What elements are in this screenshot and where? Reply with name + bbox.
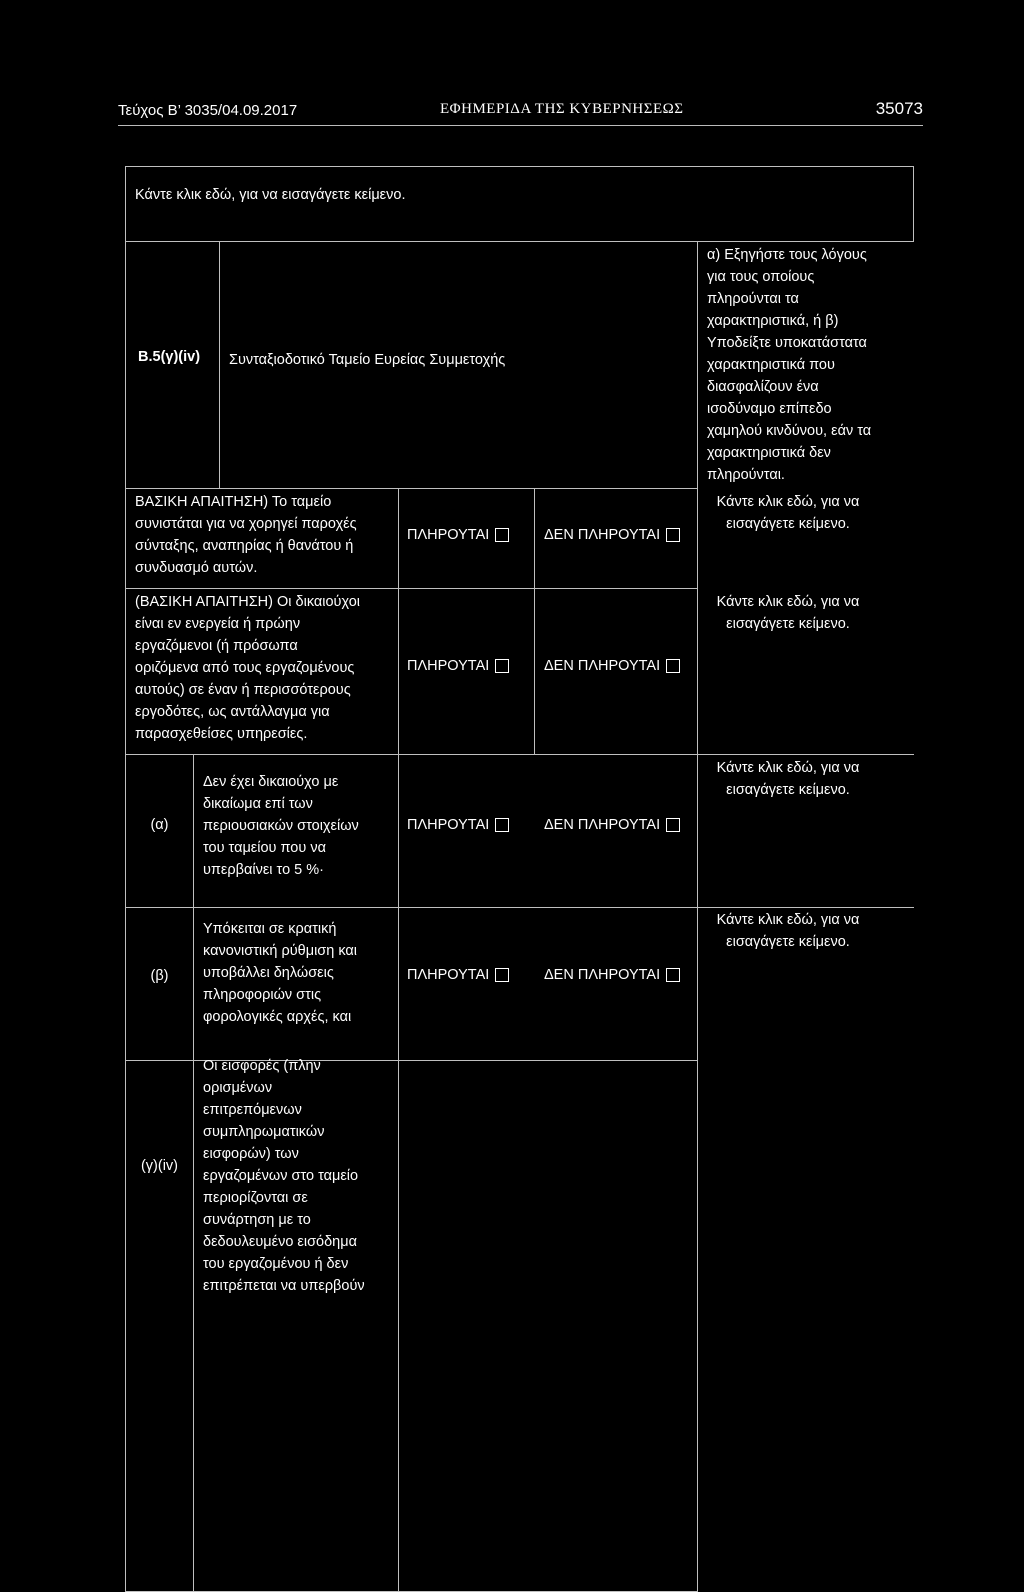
- row-separator: [125, 588, 698, 589]
- row-separator: [125, 907, 914, 908]
- table-border-right-top: [913, 166, 914, 242]
- requirement-text: (ΒΑΣΙΚΗ ΑΠΑΙΤΗΣΗ) Οι δικαιούχοι είναι εν ενεργεία ή πρώην εργαζόμενοι (ή πρόσωπα οριζόμενα από τους εργαζομένους αυτούς) σε έναν ή περισσότερους εργοδότες, ως αντάλλαγμα για παρασχεθείσες υπηρεσίες.: [135, 594, 360, 742]
- explanation-placeholder-field[interactable]: Κάντε κλικ εδώ, για να εισαγάγετε κείμενο.: [716, 594, 860, 632]
- not-met-label: ΔΕΝ ΠΛΗΡΟΥΤΑΙ: [544, 658, 661, 674]
- item-label: (β): [150, 968, 169, 984]
- section-title: Συνταξιοδοτικό Ταμείο Ευρείας Συμμετοχής: [229, 352, 506, 368]
- requirement-text: Υπόκειται σε κρατική κανονιστική ρύθμιση και υποβάλλει δηλώσεις πληροφοριών στις φορολογικές αρχές, και: [203, 921, 358, 1025]
- not-met-label: ΔΕΝ ΠΛΗΡΟΥΤΑΙ: [544, 527, 661, 543]
- header-rule: [118, 125, 923, 126]
- section-code: Β.5(γ)(iv): [138, 349, 201, 365]
- col-separator: [193, 754, 194, 1591]
- not-met-checkbox[interactable]: [666, 968, 680, 982]
- top-placeholder-field[interactable]: Κάντε κλικ εδώ, για να εισαγάγετε κείμενο.: [135, 187, 406, 203]
- item-label: (α): [150, 817, 169, 833]
- met-label: ΠΛΗΡΟΥΤΑΙ: [407, 967, 490, 983]
- col-separator: [219, 241, 220, 488]
- requirement-text: Δεν έχει δικαιούχο με δικαίωμα επί των περιουσιακών στοιχείων του ταμείου που να υπερβαίνει το 5 %·: [203, 774, 359, 878]
- not-met-label: ΔΕΝ ΠΛΗΡΟΥΤΑΙ: [544, 817, 661, 833]
- met-checkbox[interactable]: [495, 659, 509, 673]
- met-checkbox[interactable]: [495, 818, 509, 832]
- table-border-top: [125, 166, 914, 167]
- not-met-option[interactable]: [544, 967, 680, 983]
- explanation-placeholder-field[interactable]: Κάντε κλικ εδώ, για να εισαγάγετε κείμενο.: [716, 760, 860, 798]
- col-separator: [398, 488, 399, 1591]
- met-option[interactable]: [407, 527, 509, 543]
- met-checkbox[interactable]: [495, 968, 509, 982]
- not-met-option[interactable]: [544, 658, 680, 674]
- requirement-text: ΒΑΣΙΚΗ ΑΠΑΙΤΗΣΗ) Το ταμείο συνιστάται για να χορηγεί παροχές σύνταξης, αναπηρίας ή θανάτου ή συνδυασμό αυτών.: [135, 494, 357, 576]
- explanation-placeholder-field[interactable]: Κάντε κλικ εδώ, για να εισαγάγετε κείμενο.: [716, 494, 860, 532]
- page-header: [118, 98, 923, 124]
- table-border-left-upper: [125, 166, 126, 754]
- met-option[interactable]: [407, 817, 509, 833]
- issue-number: Τεύχος Β’ 3035/04.09.2017: [118, 102, 298, 119]
- item-label: (γ)(iv): [140, 1158, 179, 1174]
- met-label: ΠΛΗΡΟΥΤΑΙ: [407, 527, 490, 543]
- explanation-placeholder-field[interactable]: Κάντε κλικ εδώ, για να εισαγάγετε κείμενο.: [716, 912, 860, 950]
- row-separator: [125, 241, 914, 242]
- met-label: ΠΛΗΡΟΥΤΑΙ: [407, 658, 490, 674]
- not-met-checkbox[interactable]: [666, 818, 680, 832]
- not-met-checkbox[interactable]: [666, 528, 680, 542]
- met-checkbox[interactable]: [495, 528, 509, 542]
- not-met-option[interactable]: [544, 527, 680, 543]
- row-separator: [125, 754, 914, 755]
- met-option[interactable]: [407, 658, 509, 674]
- requirement-text: Οι εισφορές (πλην ορισμένων επιτρεπόμενων συμπληρωματικών εισφορών) των εργαζομένων στο ταμείο περιορίζονται σε συνάρτηση με το δεδουλευμένο εισόδημα του εργαζομένου ή δεν επιτρέπεται να υπερβούν: [203, 1058, 365, 1294]
- not-met-label: ΔΕΝ ΠΛΗΡΟΥΤΑΙ: [544, 967, 661, 983]
- row-separator: [125, 488, 698, 489]
- section-instructions: α) Εξηγήστε τους λόγους για τους οποίους πληρούνται τα χαρακτηριστικά, ή β) Υποδείξτε υποκατάστατα χαρακτηριστικά που διασφαλίζουν ένα ισοδύναμο επίπεδο χαμηλού κινδύνου, εάν τα χαρακτηριστικά δεν πληρούνται.: [707, 247, 872, 483]
- page-number: 35073: [875, 99, 923, 118]
- not-met-option[interactable]: [544, 817, 680, 833]
- not-met-checkbox[interactable]: [666, 659, 680, 673]
- met-option[interactable]: [407, 967, 509, 983]
- gazette-title: ΕΦΗΜΕΡΙΔΑ ΤΗΣ ΚΥΒΕΡΝΗΣΕΩΣ: [440, 101, 684, 117]
- met-label: ΠΛΗΡΟΥΤΑΙ: [407, 817, 490, 833]
- col-separator: [534, 488, 535, 754]
